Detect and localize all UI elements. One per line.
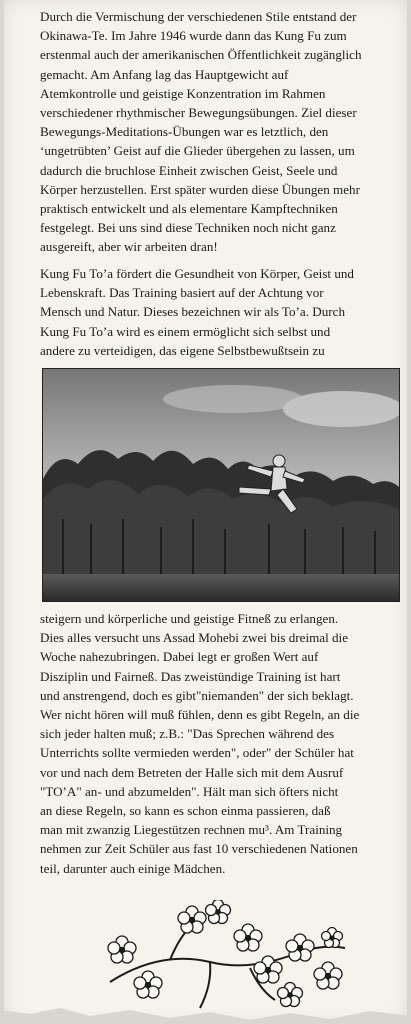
cherry-blossom-icon bbox=[100, 900, 350, 1012]
photo-jump-kick bbox=[42, 368, 400, 602]
paragraph-history: Durch die Vermischung der verschiedenen Stile entstand der Okinawa-Te. Im Jahre 1946 wurde dann das Kung Fu zum erstenmal auch der amerikanischen Öffentlichkeit zugänglich gemacht. Am Anfang lag das Hauptgewicht auf Atemkontrolle und geistige Konzentration im Rahmen verschiedener rhythmischer Bewegungsübungen. Ziel dieser Bewegungs-Meditations-Übungen war es letztlich, den ‘ungetrübten’ Geist auf die Glieder übergehen zu lassen, um dadurch die bruchlose Einheit zwischen Geist, Seele und Körper herzustellen. Erst später wurden diese Übungen mehr praktisch entwickelt und als elementare Kampftechniken festgelegt. Bei uns sind diese Techniken noch nicht ganz ausgereift, aber wir arbeiten dran! bbox=[40, 9, 362, 255]
paragraph-kung-fu-toa: Kung Fu To’a fördert die Gesundheit von Körper, Geist und Lebenskraft. Das Training basiert auf der Achtung vor Mensch und Natur. Dieses bezeichnen wir als To’a. Durch Kung Fu To’a wird es einem ermöglicht sich selbst und andere zu verteidigen, das eigene Selbstbewußtsein zu bbox=[40, 266, 354, 358]
paragraph-training: steigern und körperliche und geistige Fitneß zu erlangen. Dies alles versucht uns Assad Mohebi zwei bis dreimal die Woche nahezubringen. Dabei legt er großen Wert auf Disziplin und Fairneß. Das zweistündige Training ist hart und anstrengend, doch es gibt"niemanden" der sich beklagt. Wer nicht hören will muß fühlen, denn es gibt Regeln, an die sich jeder halten muß; z.B.: "Das Sprechen während des Unterrichts sollte vermieden werden", oder" der Schüler hat vor und nach dem Betreten der Halle sich mit dem Ausruf "TO’A" an- und abzumelden". Hält man sich öfters nicht an diese Regeln, so kann es schon einma passieren, daß man mit zwanzig Liegestützen rechnen mu³. Am Training nehmen zur Zeit Schüler aus fast 10 verschiedenen Nationen teil, darunter auch einige Mädchen. bbox=[40, 611, 360, 876]
